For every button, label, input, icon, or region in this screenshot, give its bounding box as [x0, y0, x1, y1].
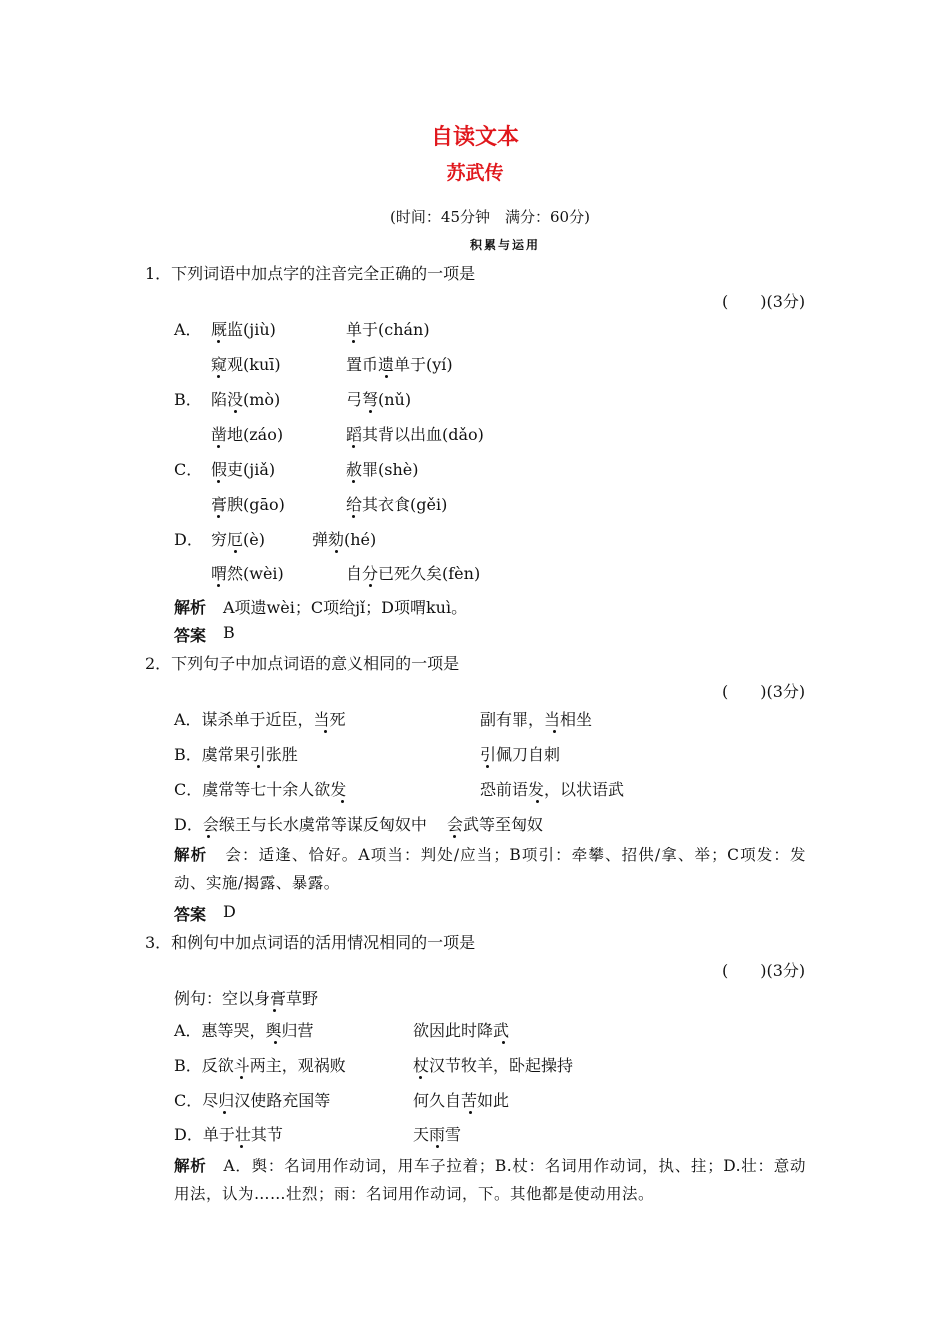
q1-option-d-word-3: 喟然(wèi) [211, 564, 284, 583]
q2-option-a-sentence-1: A．谋杀单于近臣，当死 [174, 710, 346, 729]
q1-answer-value: B [223, 623, 235, 642]
q1-option-b-word-4: 蹈其背以出血(dǎo) [346, 425, 484, 444]
question-3-score: ( )(3分) [722, 961, 806, 980]
emphasis-dot [352, 515, 355, 518]
document-subtitle: 苏武传 [446, 162, 504, 184]
q3-option-b-sentence-1: B．反欲斗两主，观祸败 [174, 1056, 346, 1075]
q2-option-c-sentence-1: C．虞常等七十余人欲发 [174, 780, 347, 799]
section-heading: 积累与运用 [469, 238, 540, 252]
emphasis-dot [207, 835, 210, 838]
q3-option-c-sentence-1: C．尽归汉使路充国等 [174, 1091, 331, 1110]
q1-option-d-label: D． [174, 530, 203, 549]
q1-option-d-word-1: 穷厄(è) [211, 530, 265, 549]
emphasis-dot [385, 375, 388, 378]
emphasis-dot [324, 730, 327, 733]
emphasis-dot [419, 1076, 422, 1079]
emphasis-dot [257, 765, 260, 768]
emphasis-dot [234, 410, 237, 413]
q3-option-a-sentence-1: A．惠等哭，舆归营 [174, 1021, 314, 1040]
q3-analysis [174, 1152, 806, 1208]
q3-option-b-sentence-2: 杖汉节牧羊，卧起操持 [413, 1056, 574, 1075]
q2-option-b-sentence-1: B．虞常果引张胜 [174, 745, 298, 764]
q3-option-d-sentence-2: 天雨雪 [413, 1125, 462, 1144]
emphasis-dot [217, 515, 220, 518]
q2-option-d-sentence-2: 会武等至匈奴 [447, 815, 544, 834]
question-3-stem: 3．和例句中加点词语的活用情况相同的一项是 [145, 933, 476, 952]
q2-analysis-text: 会：适逢、恰好。A项当：判处/应当；B项引：牵攀、招供/拿、举；C项发：发动、实施/揭露、暴露。 [174, 846, 806, 892]
q1-option-b-word-1: 陷没(mò) [211, 390, 281, 409]
q1-option-c-word-1: 假吏(jiǎ) [211, 460, 276, 479]
question-2-score: ( )(3分) [722, 682, 806, 701]
emphasis-dot [536, 800, 539, 803]
q1-option-b-label: B． [174, 390, 202, 409]
q1-option-c-word-4: 给其衣食(gěi) [346, 495, 448, 514]
emphasis-dot [486, 765, 489, 768]
emphasis-dot [240, 1145, 243, 1148]
emphasis-dot [217, 375, 220, 378]
q2-analysis-label: 解析 [174, 845, 208, 864]
q1-option-c-word-2: 赦罪(shè) [346, 460, 419, 479]
q1-option-a-word-4: 置币遗单于(yí) [346, 355, 453, 374]
emphasis-dot [217, 340, 220, 343]
document-title: 自读文本 [430, 124, 519, 150]
emphasis-dot [369, 410, 372, 413]
emphasis-dot [469, 1111, 472, 1114]
emphasis-dot [240, 1076, 243, 1079]
question-2-stem: 2．下列句子中加点词语的意义相同的一项是 [145, 654, 460, 673]
emphasis-dot [341, 800, 344, 803]
emphasis-dot [352, 340, 355, 343]
q1-option-c-label: C． [174, 460, 203, 479]
q3-example-sentence: 例句：空以身膏草野 [174, 989, 319, 1008]
emphasis-dot [223, 1111, 226, 1114]
emphasis-dot [273, 1009, 276, 1012]
q1-analysis-text: A项遗wèi；C项给jǐ；D项喟kuì。 [223, 598, 468, 617]
emphasis-dot [335, 550, 338, 553]
q1-option-a-word-2: 单于(chán) [346, 320, 430, 339]
q2-option-c-sentence-2: 恐前语发，以状语武 [480, 780, 625, 799]
q1-option-b-word-2: 弓弩(nǔ) [346, 390, 412, 409]
emphasis-dot [217, 445, 220, 448]
q2-option-d-sentence-1: D．会缑王与长水虞常等谋反匈奴中 [174, 815, 427, 834]
q2-option-a-sentence-2: 副有罪，当相坐 [480, 710, 593, 729]
emphasis-dot [352, 445, 355, 448]
q2-analysis [174, 841, 806, 897]
q3-option-c-sentence-2: 何久自苦如此 [413, 1091, 510, 1110]
question-1-stem: 1．下列词语中加点字的注音完全正确的一项是 [145, 264, 476, 283]
q1-option-c-word-3: 膏腴(gāo) [211, 495, 285, 514]
emphasis-dot [553, 730, 556, 733]
q2-answer-value: D [223, 902, 236, 921]
emphasis-dot [453, 835, 456, 838]
q3-option-d-sentence-1: D．单于壮其节 [174, 1125, 283, 1144]
q2-option-b-sentence-2: 引佩刀自刺 [480, 745, 561, 764]
emphasis-dot [352, 480, 355, 483]
q1-analysis-label: 解析 [174, 598, 207, 617]
q1-option-a-label: A． [174, 320, 202, 339]
q1-option-b-word-3: 凿地(záo) [211, 425, 284, 444]
exam-meta: (时间：45分钟 满分：60分) [390, 208, 590, 226]
emphasis-dot [436, 1145, 439, 1148]
q3-analysis-text: A．舆：名词用作动词，用车子拉着；B.杖：名词用作动词，执、拄；D.壮：意动用法，认为……壮烈；雨：名词用作动词，下。其他都是使动用法。 [174, 1157, 806, 1203]
emphasis-dot [502, 1041, 505, 1044]
emphasis-dot [369, 584, 372, 587]
q1-option-a-word-3: 窥观(kuī) [211, 355, 281, 374]
emphasis-dot [217, 584, 220, 587]
emphasis-dot [217, 480, 220, 483]
q1-option-d-word-4: 自分已死久矣(fèn) [346, 564, 481, 583]
emphasis-dot [234, 550, 237, 553]
q3-option-a-sentence-2: 欲因此时降武 [413, 1021, 510, 1040]
question-1-score: ( )(3分) [722, 292, 806, 311]
q1-option-a-word-1: 厩监(jiù) [211, 320, 276, 339]
q1-option-d-word-2: 弹劾(hé) [312, 530, 377, 549]
q2-answer-label: 答案 [174, 905, 207, 924]
q3-analysis-label: 解析 [174, 1156, 207, 1175]
q1-answer-label: 答案 [174, 626, 207, 645]
emphasis-dot [274, 1041, 277, 1044]
